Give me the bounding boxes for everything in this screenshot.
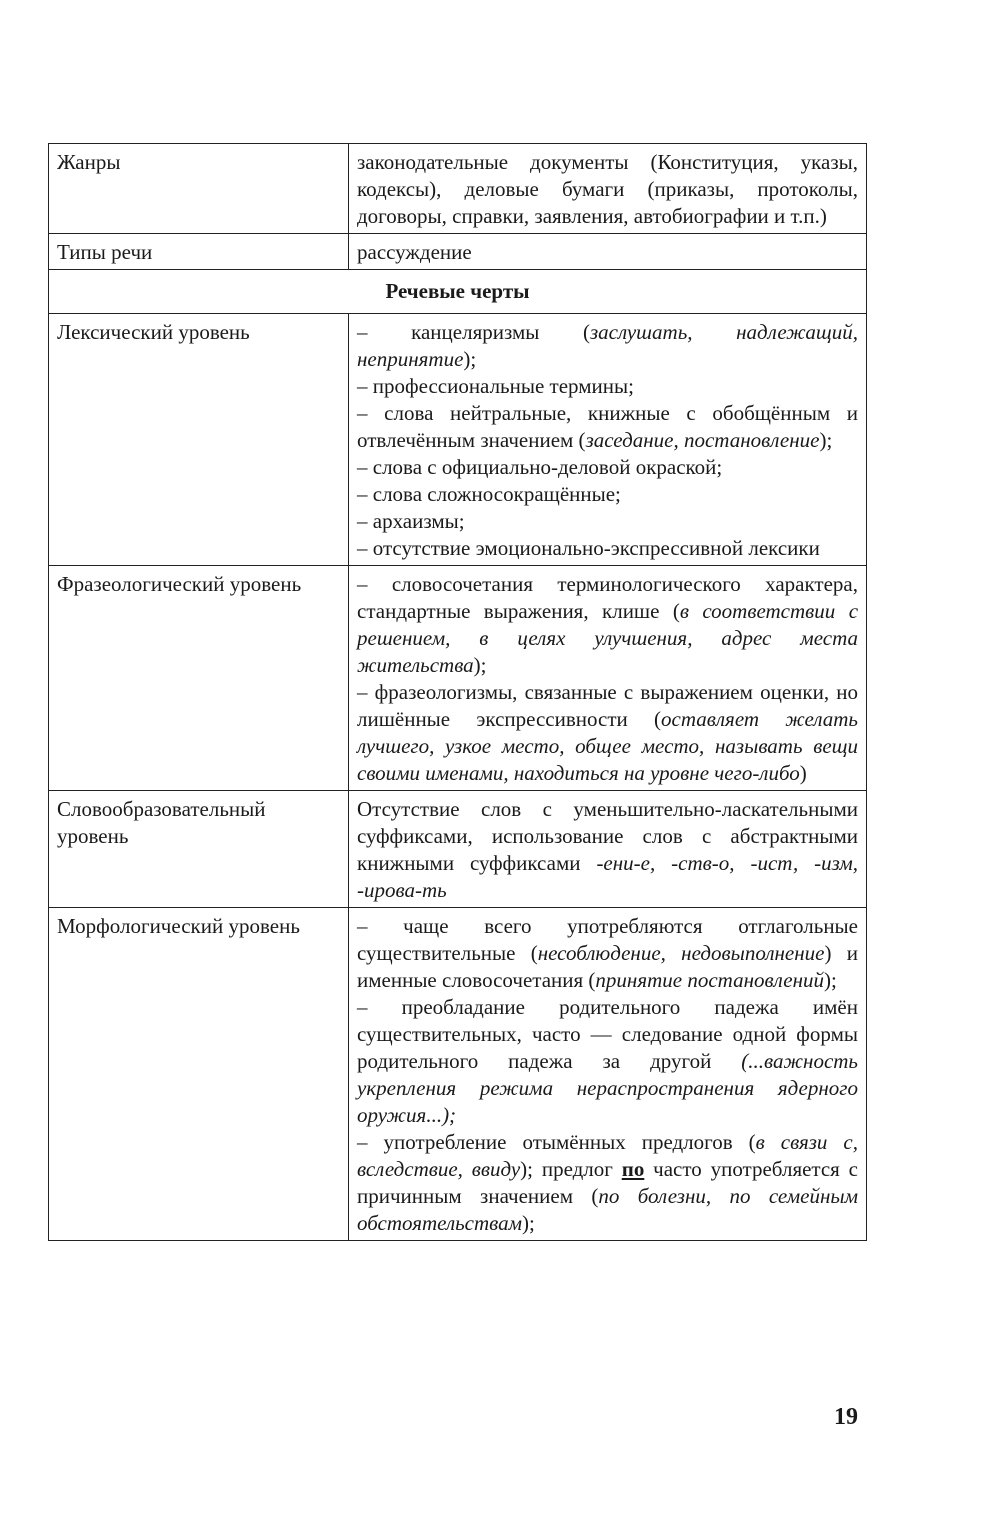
label-phraseological: Фразеологический уровень — [49, 566, 349, 791]
table-row-morphological — [49, 908, 867, 1241]
label-genres: Жанры — [49, 144, 349, 234]
table-row-speech-types — [49, 234, 867, 270]
table-row-section-header — [49, 270, 867, 314]
label-morphological: Морфологический уровень — [49, 908, 349, 1241]
table-row-word-formation — [49, 791, 867, 908]
list-item: – канцеляризмы (заслушать, надлежащий, непринятие); — [357, 320, 858, 371]
list-item: – слова нейтральные, книжные с обобщённым и отвлечённым значением (заседание, постановление); — [357, 401, 858, 452]
list-item: – отсутствие эмоционально-экспрессивной лексики — [357, 536, 820, 560]
page-number: 19 — [834, 1404, 858, 1430]
list-item: – профессиональные термины; — [357, 374, 634, 398]
list-item: – чаще всего употребляются отглагольные существительные (несоблюдение, недовыполнение) и именные словосочетания (принятие постановлений); — [357, 914, 858, 992]
style-features-table — [48, 143, 867, 1241]
table-row-lexical — [49, 314, 867, 566]
table-row-phraseological — [49, 566, 867, 791]
content-speech-types: рассуждение — [349, 234, 867, 270]
content-genres: законодательные документы (Конституция, указы, кодексы), деловые бумаги (приказы, протоколы, договоры, справки, заявления, автобиографии и т.п.) — [349, 144, 867, 234]
list-item: – слова сложносокращённые; — [357, 482, 621, 506]
label-speech-types: Типы речи — [49, 234, 349, 270]
content-lexical — [349, 314, 867, 566]
list-item: – словосочетания терминологического характера, стандартные выражения, клише (в соответствии с решением, в целях улучшения, адрес места жительства); — [357, 572, 859, 677]
content-morphological — [349, 908, 867, 1241]
label-word-formation: Словообразовательный уровень — [49, 791, 349, 908]
list-item: – употребление отымённых предлогов (в связи с, вследствие, ввиду); предлог по часто употребляется с причинным значением (по болезни, по семейным обстоятельствам); — [357, 1130, 858, 1235]
label-lexical: Лексический уровень — [49, 314, 349, 566]
content-word-formation: Отсутствие слов с уменьшительно-ласкательными суффиксами, использование слов с абстрактными книжными суффиксами -ени-е, -ств-о, -ист, -изм, -ирова-ть — [349, 791, 867, 908]
preposition-po: по — [621, 1157, 645, 1181]
content-phraseological — [349, 566, 867, 791]
list-item: – фразеологизмы, связанные с выражением оценки, но лишённые экспрессивности (оставляет желать лучшего, узкое место, общее место, называть вещи своими именами, находиться на уровне чего-либо) — [357, 680, 858, 785]
section-header: Речевые черты — [49, 270, 867, 314]
list-item: – архаизмы; — [357, 509, 465, 533]
table-row-genres — [49, 144, 867, 234]
suffix-list: -ени-е, -ств-о, -ист, -изм, -ирова-ть — [357, 851, 858, 902]
list-item: – слова с официально-деловой окраской; — [357, 455, 723, 479]
list-item: – преобладание родительного падежа имён существительных, часто — следование одной формы родительного падежа за другой (...важность укрепления режима нераспространения ядерного оружия...); — [357, 995, 858, 1127]
